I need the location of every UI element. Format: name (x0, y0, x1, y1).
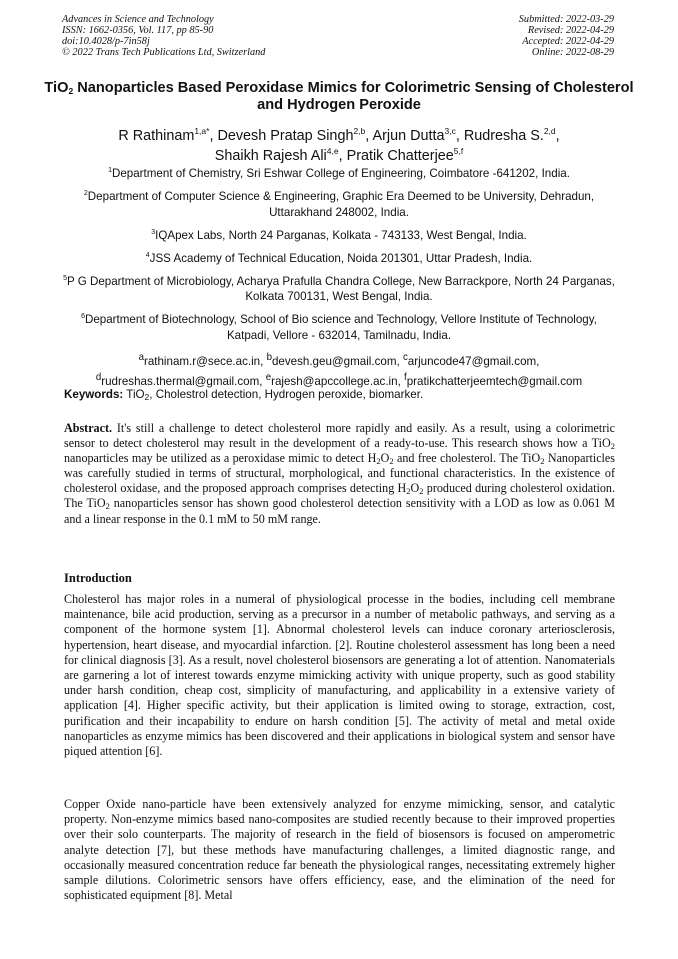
author: Rudresha S.$^{2,d}$, (463, 126, 560, 144)
abstract: Abstract. It's still a challenge to detect cholesterol more rapidly and easily. As a result, using a colorimetric sensor to detect cholesterol may result in the development of a ready-to-use. This research shows how a TiO$_2$ nanoparticles may be utilized as a peroxidase mimic to detect $H_2O_2$ and free cholesterol. The TiO$_2$ Nanoparticles was carefully studied in terms of structural, morphological, and functional characteristics. In the existence of cholesterol oxidase, and the proposed approach comprises detecting $H_2O_2$ produced during cholesterol oxidation. The TiO$_2$ nanoparticles sensor has shown good cholesterol detection sensitivity with a LOD as low as 0.061 M and a linear response in the 0.1 mM to 50 mM range. (64, 421, 616, 526)
section-heading-introduction: Introduction (64, 571, 132, 585)
author: R Rathinam$^{1,a*}$, (118, 126, 218, 144)
publication-dates (519, 14, 614, 58)
body-paragraph: Copper Oxide nano-particle have been extensively analyzed for enzyme mimicking, sensor, and catalytic property. Non-enzyme mimics based nano-composites are studied recently because to their improved properties over their solo counterparts. The majority of research in the field of biosensors is focused on amperometric analyte detection [7], but these methods have manufacturing challenges, a limited diagnostic range, and occasionally measured concentration reduce far beneath the physiological ranges, necessitating extremely higher sample dilutions. Colorimetric sensors have offers efficiency, ease, and the elimination of the need for sophisticated equipment [8]. Metal (64, 797, 615, 903)
journal-name: Advances in Science and Technology (62, 14, 214, 25)
affiliation: $^4$JSS Academy of Technical Education, Noida 201301, Uttar Pradesh, India. (145, 251, 533, 265)
affiliation: $^6$Department of Biotechnology, School of Bio science and Technology, Vellore Institute of Technology, Katpadi, Vellore - 632014, Tamilnadu, India. (81, 313, 597, 342)
author-list (40, 126, 638, 166)
accepted-date: Accepted: 2022-04-29 (522, 36, 614, 47)
revised-date: Revised: 2022-04-29 (527, 25, 614, 36)
submitted-date: Submitted: 2022-03-29 (518, 14, 614, 25)
author: Pratik Chatterjee$^{5,f}$ (346, 146, 464, 164)
email[interactable]: $^a$rathinam.r@sece.ac.in, (138, 352, 267, 369)
email[interactable]: $^f$pratikchatterjeemtech@gmail.com (404, 371, 583, 388)
paper-title (40, 80, 638, 114)
email[interactable]: $^b$devesh.geu@gmail.com, (266, 352, 403, 369)
keywords-label: Keywords: (64, 388, 124, 401)
doi: doi:10.4028/p-7in58j (62, 36, 150, 47)
affiliations (62, 166, 616, 389)
online-date: Online: 2022-08-29 (531, 47, 614, 58)
email[interactable]: $^d$rudreshas.thermal@gmail.com, (95, 371, 266, 388)
affiliation: $^3$IQApex Labs, North 24 Parganas, Kolkata - 743133, West Bengal, India. (151, 228, 527, 242)
title-subscript: 2 (68, 86, 74, 96)
affiliation: $^5$P G Department of Microbiology, Acharya Prafulla Chandra College, New Barrackpore, North 24 Parganas, Kolkata 700131, West Bengal, India. (63, 274, 615, 303)
author: Arjun Dutta$^{3,c}$, (372, 126, 464, 144)
title-text: TiO (44, 80, 69, 96)
author: Shaikh Rajesh Ali$^{4,e}$, (214, 146, 347, 164)
issn-volume: ISSN: 1662-0356, Vol. 117, pp 85-90 (62, 25, 214, 36)
email[interactable]: $^e$rajesh@apccollege.ac.in, (265, 371, 405, 388)
body-paragraph: Cholesterol has major roles in a numeral of physiological processe in the bodies, including cell membrane maintenance, bile acid production, serving as a precursor in a number of metabolic pathways, and serving as a component of the hormone system [1]. Abnormal cholesterol levels can induce coronary arteriosclerosis, hypertension, heart disease, and myocardial infarction. [2]. Routine cholesterol assessment has long been a need for clinical diagnosis [3]. As a result, novel cholesterol biosensors are generating a lot of attention. Nanomaterials are garnering a lot of interest towards enzyme mimicking activity with unique property, such as good stability under harsh condition, cheap cost, simplicity of manufacturing, and applicability in a extensive variety of application [4]. Higher specific activity, but their application is limited owing to storage, extraction, cost, purification and their incapability to endure on harsh condition [5]. The activity of metal and metal oxide nanoparticles as enzyme mimics has been discovered and their applications in biological system and sensor have piqued attention [6]. (64, 592, 615, 759)
affiliation: $^2$Department of Computer Science & Engineering, Graphic Era Deemed to be University, Dehradun, Uttarakhand 248002, India. (83, 190, 595, 219)
email-list (62, 351, 616, 390)
abstract-label: Abstract. (64, 421, 113, 435)
affiliation: $^1$Department of Chemistry, Sri Eshwar College of Engineering, Coimbatore -641202, India. (108, 167, 570, 180)
title-text-rest: Nanoparticles Based Peroxidase Mimics for Colorimetric Sensing of Cholesterol and Hydrogen Peroxide (73, 80, 634, 113)
author: Devesh Pratap Singh$^{2,b}$, (217, 126, 373, 144)
copyright: © 2022 Trans Tech Publications Ltd, Switzerland (62, 47, 266, 58)
keywords: Keywords: TiO$_2$, Cholestrol detection, Hydrogen peroxide, biomarker. (64, 388, 424, 402)
journal-info (62, 14, 265, 58)
email[interactable]: $^c$arjuncode47@gmail.com, (402, 352, 540, 369)
